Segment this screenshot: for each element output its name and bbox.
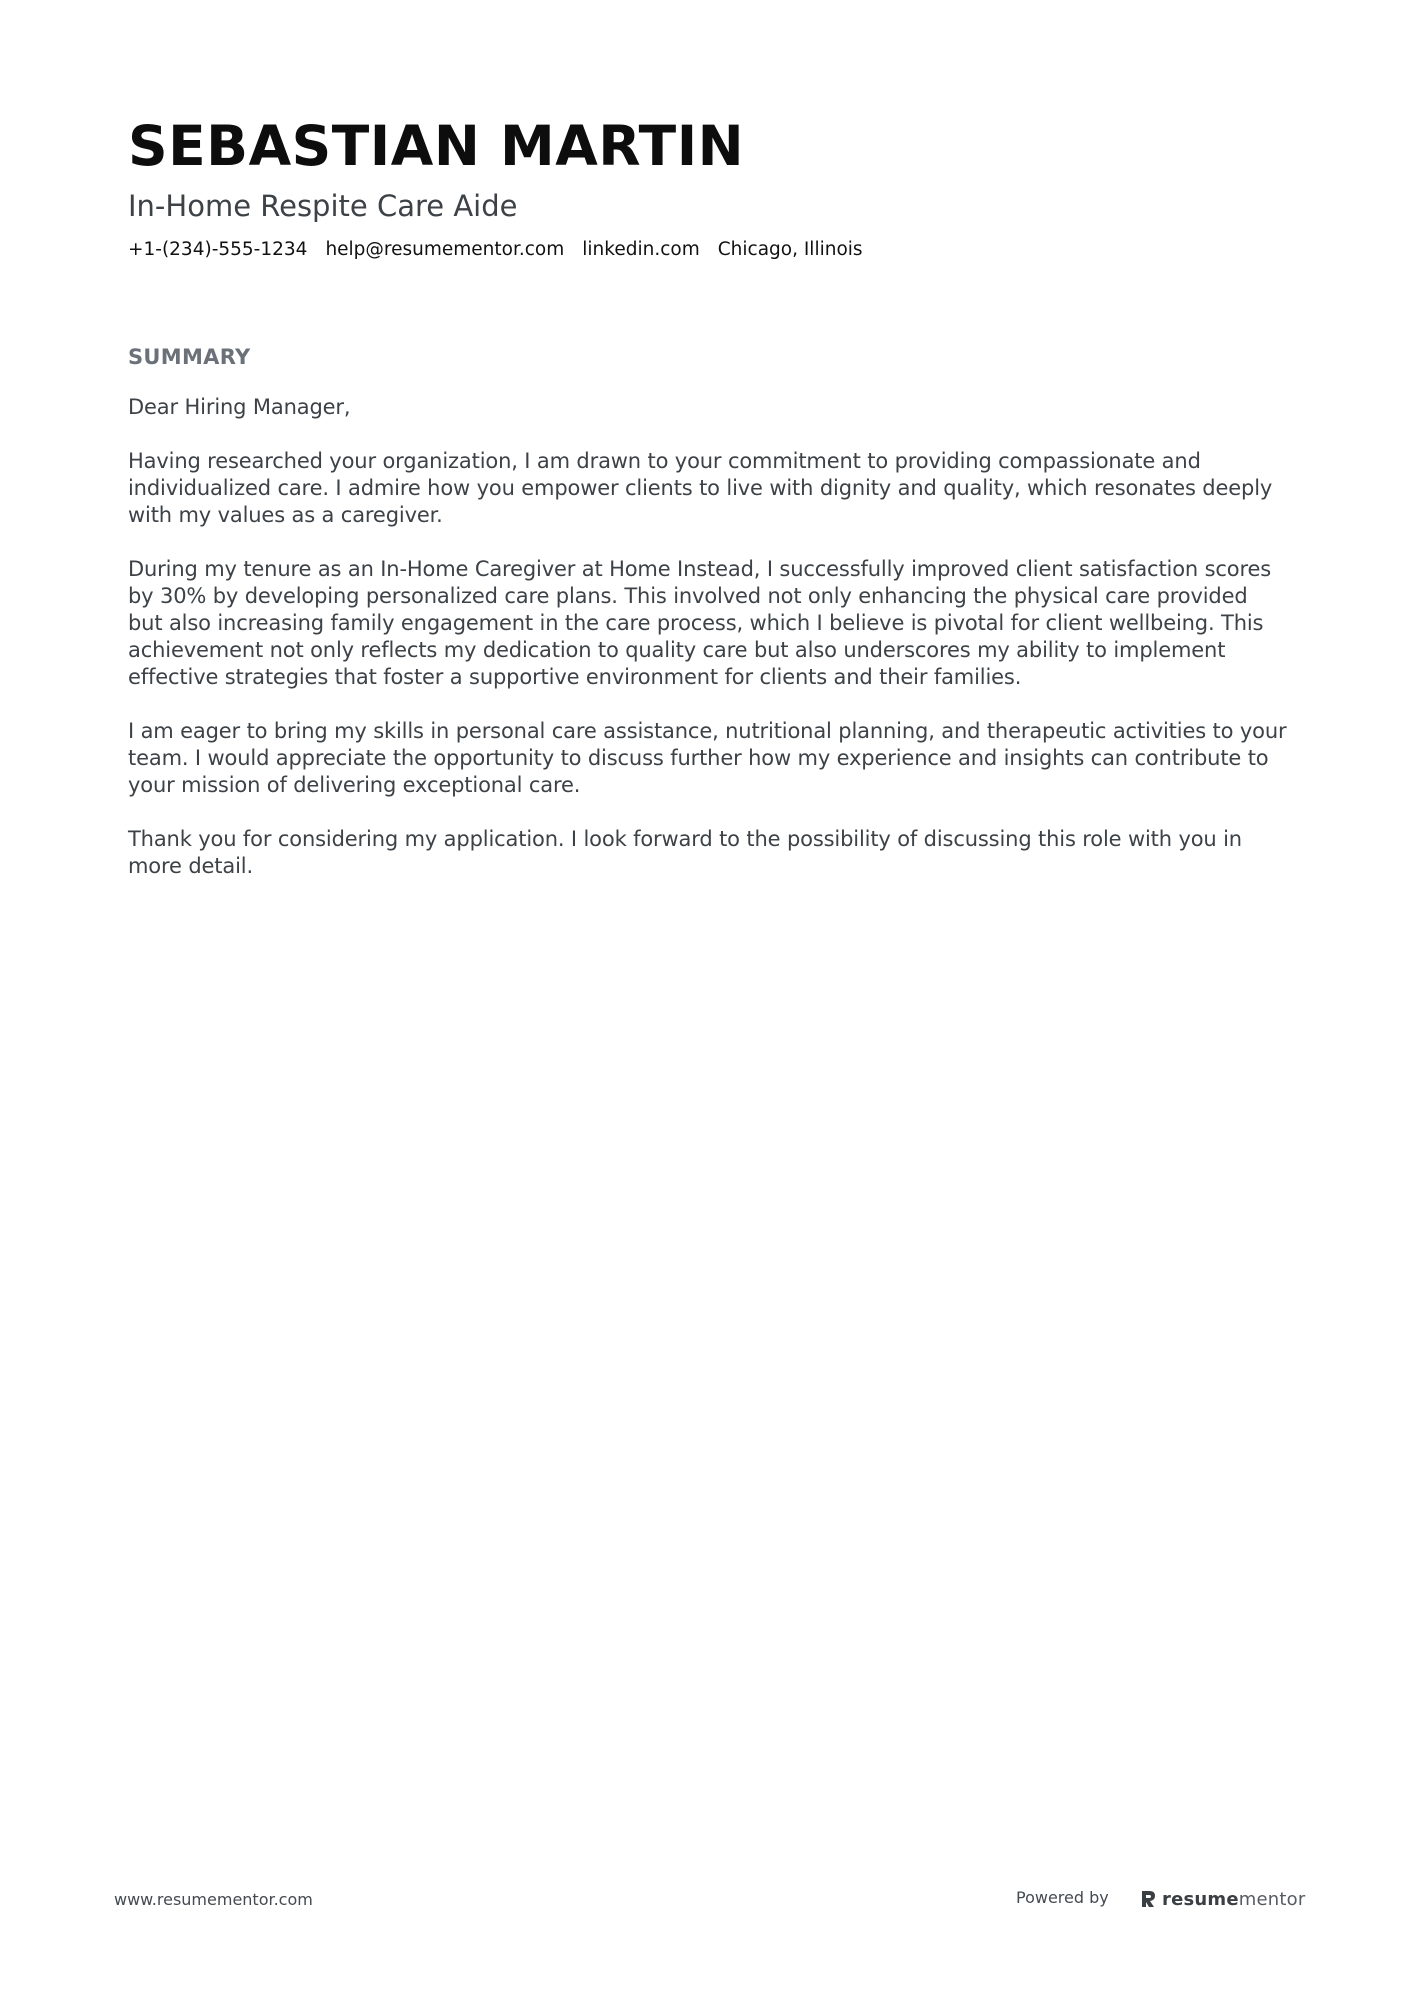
letter-closing: Thank you for considering my application. I look forward to the possibility of discussing this role with you in more detail. xyxy=(128,827,1242,878)
letter-paragraph: Having researched your organization, I am drawn to your commitment to providing compassionate and individualized care. I admire how you empower clients to live with dignity and quality, which resonates deeply with my values as a caregiver. xyxy=(128,449,1273,527)
letter-paragraph: I am eager to bring my skills in personal care assistance, nutritional planning, and therapeutic activities to your team. I would appreciate the opportunity to discuss further how my experience and insights can contribute to your mission of delivering exceptional care. xyxy=(128,719,1287,797)
contact-phone: +1-(234)-555-1234 xyxy=(128,239,308,260)
resumementor-logo-icon xyxy=(1140,1889,1156,1909)
summary-section xyxy=(128,342,1288,907)
letter-body xyxy=(128,394,1288,880)
logo-wordmark-light: mentor xyxy=(1238,1888,1306,1910)
logo-wordmark-bold: resume xyxy=(1162,1888,1239,1910)
summary-heading: SUMMARY xyxy=(128,345,251,369)
contact-info xyxy=(128,238,1288,262)
contact-email[interactable]: help@resumementor.com xyxy=(325,239,565,260)
applicant-job-title: In-Home Respite Care Aide xyxy=(128,189,518,223)
letter-paragraph: During my tenure as an In-Home Caregiver at Home Instead, I successfully improved client satisfaction scores by 30% by developing personalized care plans. This involved not only enhancing the physical care provided but also increasing family engagement in the care process, which I believe is pivotal for client wellbeing. This achievement not only reflects my dedication to quality care but also underscores my ability to implement effective strategies that foster a supportive environment for clients and their families. xyxy=(128,557,1272,689)
letter-header xyxy=(128,112,1288,262)
footer-powered-by: Powered by xyxy=(1016,1888,1109,1907)
contact-linkedin[interactable]: linkedin.com xyxy=(582,239,700,260)
logo-wordmark xyxy=(1162,1889,1305,1910)
letter-salutation: Dear Hiring Manager, xyxy=(128,395,351,419)
footer-website-link[interactable]: www.resumementor.com xyxy=(114,1890,313,1909)
contact-location: Chicago, Illinois xyxy=(717,239,863,260)
resumementor-logo[interactable] xyxy=(1140,1886,1305,1912)
page-footer xyxy=(114,1886,1304,1916)
applicant-name: SEBASTIAN MARTIN xyxy=(128,114,745,178)
